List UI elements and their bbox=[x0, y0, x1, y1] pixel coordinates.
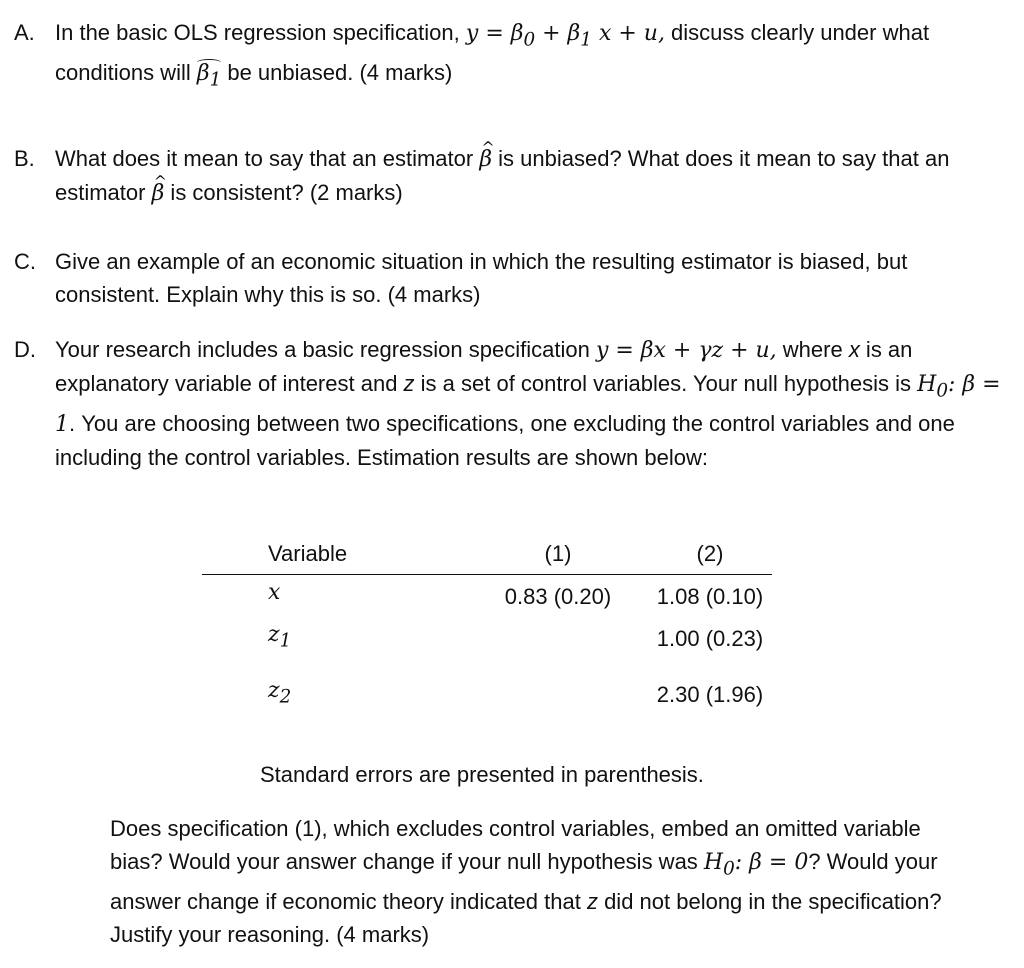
question-a-part2: discuss clearly under what conditions will bbox=[55, 20, 930, 86]
question-d-part3: is an explanatory variable of interest and bbox=[55, 337, 913, 396]
beta-hat-symbol-2: ^ β bbox=[152, 177, 165, 210]
table-cell-variable: $z_2$ bbox=[268, 678, 292, 708]
question-a-part3: be unbiased. (4 marks) bbox=[221, 60, 453, 86]
question-b-part3: is consistent? (2 marks) bbox=[164, 180, 403, 205]
beta-hat-symbol: ^ β bbox=[479, 143, 492, 176]
table-header-row bbox=[202, 532, 772, 575]
followup-question bbox=[110, 812, 964, 951]
estimation-results-table bbox=[202, 532, 772, 729]
variable-z: z bbox=[403, 371, 415, 396]
question-c bbox=[14, 245, 1004, 311]
table-header-spec1: (1) bbox=[468, 532, 648, 575]
table-cell-spec1 bbox=[468, 617, 648, 659]
table-row bbox=[202, 575, 772, 618]
question-b-part2: is unbiased? What does it mean to say that an estimator bbox=[55, 146, 950, 205]
question-a-part1: In the basic OLS regression specification, bbox=[55, 20, 460, 45]
question-a bbox=[14, 16, 1004, 97]
table-header-variable: Variable bbox=[202, 532, 468, 575]
regression-equation: y = βx + γz + u, bbox=[595, 338, 777, 363]
table-cell-spec1 bbox=[468, 659, 648, 729]
question-b bbox=[14, 142, 1004, 210]
question-d-part4: is a set of control variables. Your null hypothesis is bbox=[414, 371, 918, 396]
question-d-part5: . You are choosing between two specifications, one excluding the control variables and one including the control variables. Estimation results are shown below: bbox=[55, 411, 955, 471]
table-cell-spec2: 2.30 (1.96) bbox=[656, 681, 764, 707]
standard-errors-note: Standard errors are presented in parenthesis. bbox=[260, 762, 704, 787]
question-b-text bbox=[55, 142, 1004, 210]
null-hypothesis: $H_0$: β = 1 bbox=[55, 372, 1001, 438]
question-d-text bbox=[55, 333, 1004, 474]
question-c-letter: C. bbox=[14, 249, 36, 274]
beta1-hat-symbol: $\beta_1$ bbox=[197, 57, 221, 96]
variable-z-2: z bbox=[586, 889, 598, 915]
table-cell-variable: x bbox=[268, 580, 281, 606]
question-b-letter: B. bbox=[14, 146, 35, 171]
question-c-text: Give an example of an economic situation in which the resulting estimator is biased, but consistent. Explain why this is so. (4 marks) bbox=[55, 249, 908, 307]
ols-equation: $y = \beta_0 + \beta_1$ x + u, bbox=[465, 21, 665, 51]
question-d-letter: D. bbox=[14, 337, 36, 362]
table-cell-spec2: 1.00 (0.23) bbox=[656, 625, 764, 651]
table-header-spec2: (2) bbox=[648, 532, 772, 575]
table-row bbox=[202, 659, 772, 729]
table-cell-spec2: 1.08 (0.10) bbox=[656, 583, 764, 609]
alt-null-hypothesis: $H_0$: β = 0 bbox=[703, 850, 809, 880]
question-d-part1: Your research includes a basic regression specification bbox=[55, 337, 596, 362]
variable-x: x bbox=[848, 337, 860, 362]
question-a-text bbox=[55, 16, 1004, 97]
followup-part3: did not belong in the specification? Justify your reasoning. (4 marks) bbox=[110, 889, 942, 948]
question-d-part2: where bbox=[776, 337, 849, 362]
followup-part2: ? Would your answer change if economic theory indicated that bbox=[110, 849, 938, 915]
table-cell-spec1: 0.83 (0.20) bbox=[504, 583, 612, 609]
question-d bbox=[14, 333, 1004, 474]
table-row bbox=[202, 617, 772, 659]
table-cell-variable: $z_1$ bbox=[268, 622, 292, 652]
question-a-letter: A. bbox=[14, 20, 35, 45]
followup-part1: Does specification (1), which excludes control variables, embed an omitted variable bias? Would your answer change if your null hypothesis was bbox=[110, 816, 921, 874]
question-b-part1: What does it mean to say that an estimator bbox=[55, 146, 480, 171]
